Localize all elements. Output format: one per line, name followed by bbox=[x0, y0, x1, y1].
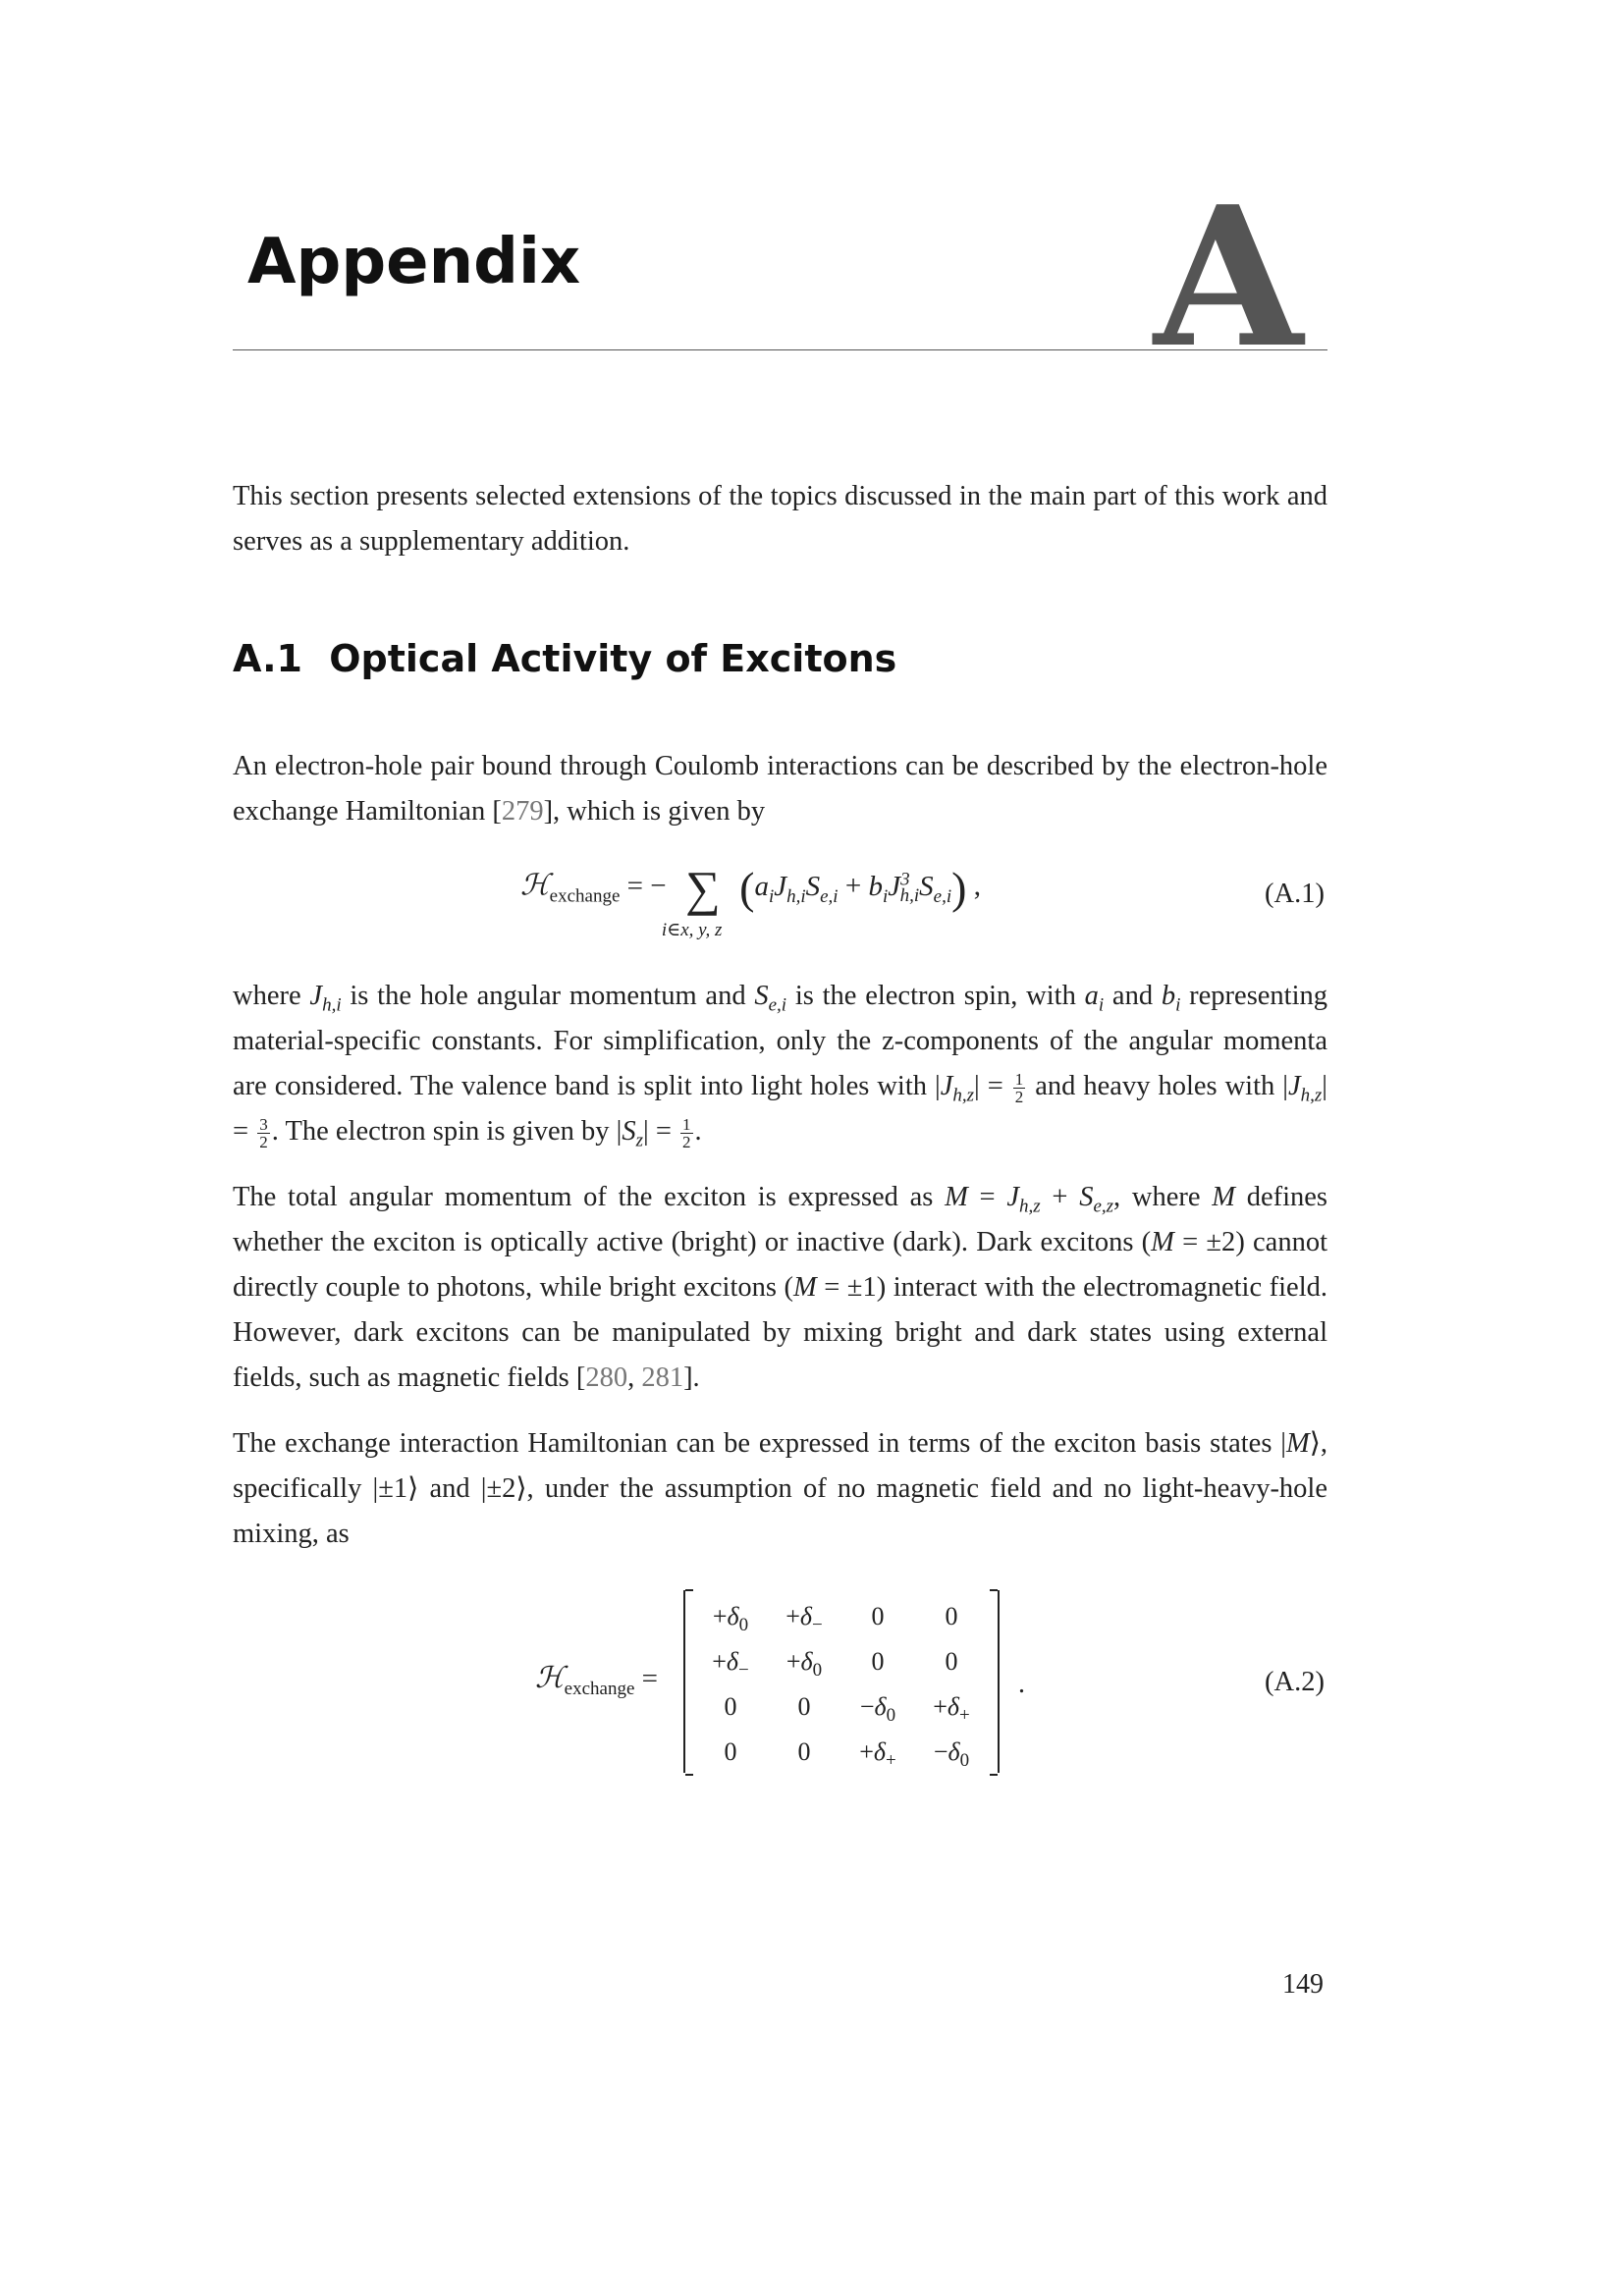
matrix-cell: $+\delta_0$ bbox=[712, 1602, 749, 1636]
matrix-cell: $-\delta_0$ bbox=[859, 1692, 896, 1727]
chapter-title: Appendix bbox=[247, 226, 581, 298]
equation-label-a2: (A.2) bbox=[1265, 1667, 1325, 1697]
matrix-cell: 0 bbox=[871, 1647, 885, 1676]
matrix-cell: 0 bbox=[945, 1602, 958, 1630]
paragraph-exchange-intro: An electron-hole pair bound through Coulomb interactions can be described by the electron-hole exchange Hamiltonian [279], which is given by bbox=[233, 751, 1327, 827]
paragraph-angular-momentum: where $J_{h,i}$ is the hole angular momentum and $S_{e,i}$ is the electron spin, with $a_i$ and $b_i$ representing material-specific constants. For simplification, only the z-components of the angular momenta are considered. The valence band is split into light holes with $|J_{h,z}|$ = $\frac{1}{2}$ and heavy holes with $|J_{h,z}|$ = $\frac{3}{2}$ . The electron spin is given by $|S_z|$ = $\frac{1}{2}$ . bbox=[233, 981, 1328, 1151]
matrix-cell: $+\delta_+$ bbox=[933, 1692, 970, 1727]
matrix-cell: $-\delta_0$ bbox=[933, 1737, 970, 1772]
citation-link[interactable]: 279 bbox=[501, 796, 544, 827]
citation-link[interactable]: 280 bbox=[585, 1362, 628, 1393]
exchange-matrix bbox=[683, 1590, 1000, 1773]
equation-a1: ℋ$_{exchange}$ = − ∑ i∈x, y, z $(a_iJ_{h,i}S_{e,i} + b_iJ^3_{h,i}S_{e,i})$ , bbox=[520, 861, 981, 940]
matrix-cell: $+\delta_-$ bbox=[712, 1647, 749, 1682]
matrix-cell: $+\delta_-$ bbox=[785, 1602, 823, 1636]
equation-a2-period: . bbox=[1018, 1669, 1025, 1699]
matrix-cell: 0 bbox=[724, 1737, 737, 1766]
citation-link[interactable]: 281 bbox=[641, 1362, 684, 1393]
intro-paragraph: This section presents selected extensions of the topics discussed in the main part of this work and serves as a supplementary addition. bbox=[233, 481, 1327, 557]
section-heading bbox=[233, 637, 897, 680]
matrix-cell: $+\delta_0$ bbox=[785, 1647, 823, 1682]
section-number: A.1 bbox=[233, 637, 302, 680]
matrix-cell: 0 bbox=[797, 1692, 811, 1721]
matrix-cell: 0 bbox=[871, 1602, 885, 1630]
paragraph-bright-dark: The total angular momentum of the exciton is expressed as $M = J_{h,z} + S_{e,z}$, where M defines whether the exciton is optically active (bright) or inactive (dark). Dark excitons (M = ±2) cannot directly couple to photons, while bright excitons (M = ±1) interact with the electromagnetic field. However, dark excitons can be manipulated by mixing bright and dark states using external fields, such as magnetic fields [280, 281]. bbox=[233, 1182, 1327, 1393]
paragraph-exciton-basis: The exchange interaction Hamiltonian can be expressed in terms of the exciton basis states |M⟩, specifically |±1⟩ and |±2⟩, under the assumption of no magnetic field and no light-heavy-hole mixing, as bbox=[233, 1428, 1327, 1549]
matrix-cell: 0 bbox=[797, 1737, 811, 1766]
chapter-letter: A bbox=[1154, 165, 1304, 391]
matrix-cell: $+\delta_+$ bbox=[859, 1737, 896, 1772]
matrix-cell: 0 bbox=[945, 1647, 958, 1676]
equation-label-a1: (A.1) bbox=[1265, 879, 1325, 909]
section-title: Optical Activity of Excitons bbox=[329, 637, 897, 680]
chapter-divider bbox=[233, 349, 1327, 350]
equation-a2-lhs: ℋ$_{exchange}$ = bbox=[535, 1661, 658, 1699]
page-number: 149 bbox=[1282, 1969, 1324, 2000]
matrix-cell: 0 bbox=[724, 1692, 737, 1721]
